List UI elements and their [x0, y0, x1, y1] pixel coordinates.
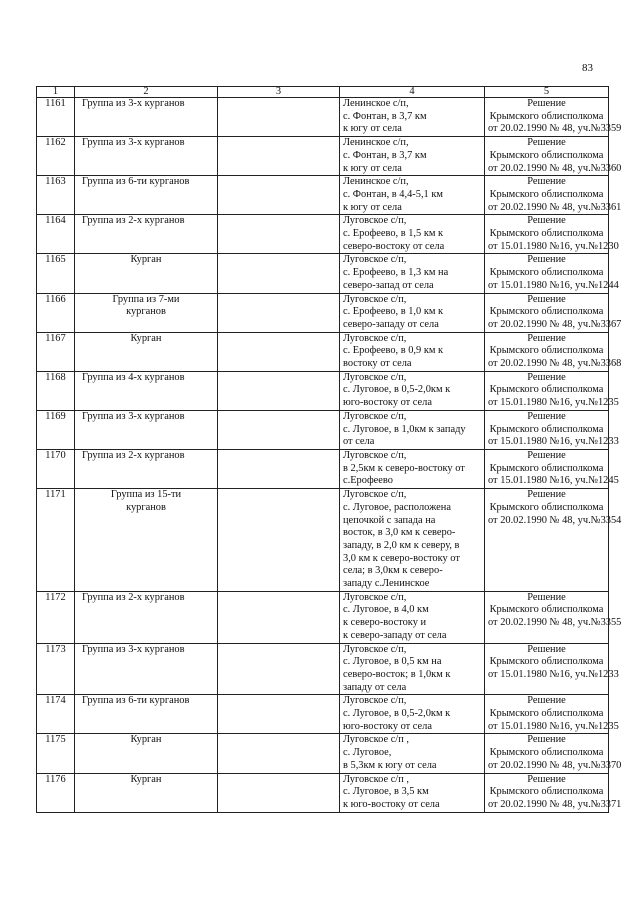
location-line: с. Луговое, в 1,0км к западу — [343, 423, 466, 435]
location — [340, 137, 485, 176]
row-number: 1167 — [37, 332, 75, 371]
monument-name-line: Курган — [130, 332, 162, 344]
monument-name — [75, 293, 218, 332]
document-line: от 20.02.1990 № 48, уч.№3368 — [488, 358, 622, 370]
monument-name — [75, 410, 218, 449]
location — [340, 489, 485, 592]
document-line: Решение — [527, 449, 566, 461]
location-line: с. Ерофеево, в 1,0 км к — [343, 306, 444, 318]
table-row — [37, 293, 609, 332]
location-line: к северо-западу от села — [343, 629, 447, 641]
monument-name-line: Группа из 3-х курганов — [82, 98, 185, 109]
table-row — [37, 332, 609, 371]
header-col-2: 2 — [75, 87, 218, 98]
protection-document — [485, 489, 622, 592]
document-line: Решение — [527, 332, 566, 344]
location — [340, 734, 485, 773]
row-number: 1163 — [37, 176, 75, 215]
empty-cell — [218, 371, 340, 410]
location-line: западу, в 2,0 км к северу, в — [343, 539, 460, 551]
protection-document — [485, 215, 619, 254]
protection-document — [485, 734, 622, 773]
document-line: от 20.02.1990 № 48, уч.№3360 — [488, 162, 622, 174]
protection-document — [485, 293, 622, 332]
location-line: юго-востоку от села — [343, 720, 432, 732]
location-line: с. Ерофеево, в 0,9 км к — [343, 345, 444, 357]
protection-document — [485, 254, 619, 293]
table-row — [37, 695, 609, 734]
location-line: в 5,3км к югу от села — [343, 759, 437, 771]
monument-name — [75, 332, 218, 371]
location-line: западу с.Ленинское — [343, 578, 430, 590]
monument-name-line: Курган — [130, 773, 162, 785]
location-line: Луговское с/п, — [343, 254, 407, 266]
document-line: Крымского облисполкома — [489, 747, 604, 759]
table-row — [37, 137, 609, 176]
location — [340, 215, 485, 254]
location — [340, 293, 485, 332]
document-line: Решение — [527, 215, 566, 227]
table-row — [37, 591, 609, 643]
location-line: с. Ерофеево, в 1,5 км к — [343, 228, 444, 240]
document-line: от 20.02.1990 № 48, уч.№3371 — [488, 798, 622, 810]
document-line: Крымского облисполкома — [489, 267, 604, 279]
document-line: Решение — [527, 489, 566, 501]
page-number: 83 — [582, 62, 593, 74]
document-line: Решение — [527, 254, 566, 266]
location-line: к югу от села — [343, 123, 402, 135]
document-line: Крымского облисполкома — [489, 188, 604, 200]
location-line: Луговское с/п, — [343, 410, 407, 422]
monument-name — [75, 98, 218, 137]
empty-cell — [218, 773, 340, 812]
document-line: Решение — [527, 695, 566, 707]
protection-document — [485, 371, 619, 410]
empty-cell — [218, 410, 340, 449]
location-line: Луговское с/п, — [343, 332, 407, 344]
empty-cell — [218, 215, 340, 254]
protection-document — [485, 410, 619, 449]
empty-cell — [218, 332, 340, 371]
location-line: к югу от села — [343, 201, 402, 213]
empty-cell — [218, 254, 340, 293]
document-line: Крымского облисполкома — [489, 384, 604, 396]
location-line: с. Луговое, в 0,5 км на — [343, 656, 442, 668]
monument-name — [75, 489, 218, 592]
document-line: Решение — [527, 643, 566, 655]
row-number: 1171 — [37, 489, 75, 592]
location-line: Луговское с/п, — [343, 695, 407, 707]
location-line: Ленинское с/п, — [343, 176, 409, 188]
location-line: Луговское с/п, — [343, 643, 407, 655]
monument-name — [75, 254, 218, 293]
empty-cell — [218, 98, 340, 137]
row-number: 1162 — [37, 137, 75, 176]
monument-name-line: Группа из 6-ти курганов — [82, 176, 190, 188]
empty-cell — [218, 137, 340, 176]
location-line: с. Ерофеево, в 1,3 км на — [343, 267, 449, 279]
document-line: Крымского облисполкома — [489, 306, 604, 318]
monument-name-line: Группа из 7-ми — [112, 293, 180, 305]
document-line: Решение — [527, 773, 566, 785]
location-line: 3,0 км к северо-востоку от — [343, 552, 460, 564]
row-number: 1173 — [37, 643, 75, 695]
header-col-3: 3 — [218, 87, 340, 98]
row-number: 1166 — [37, 293, 75, 332]
location-line: востоку от села — [343, 358, 412, 370]
document-line: Крымского облисполкома — [489, 656, 604, 668]
location — [340, 410, 485, 449]
table-row — [37, 773, 609, 812]
header-col-1: 1 — [37, 87, 75, 98]
monument-name — [75, 734, 218, 773]
location-line: Ленинское с/п, — [343, 98, 409, 109]
monument-name — [75, 773, 218, 812]
table-header-row — [37, 87, 609, 98]
table-row — [37, 734, 609, 773]
row-number: 1172 — [37, 591, 75, 643]
location — [340, 254, 485, 293]
location-line: к югу от села — [343, 162, 402, 174]
monument-name — [75, 176, 218, 215]
empty-cell — [218, 591, 340, 643]
empty-cell — [218, 695, 340, 734]
document-line: от 20.02.1990 № 48, уч.№3370 — [488, 759, 622, 771]
table-row — [37, 98, 609, 137]
location-line: северо-запад от села — [343, 279, 434, 291]
document-line: Крымского облисполкома — [489, 708, 604, 720]
location-line: села; в 3,0км к северо- — [343, 565, 443, 577]
monument-name — [75, 643, 218, 695]
document-line: Решение — [527, 371, 566, 383]
document-line: от 20.02.1990 № 48, уч.№3354 — [488, 514, 622, 526]
location-line: к юго-востоку от села — [343, 798, 440, 810]
table-row — [37, 215, 609, 254]
document-line: от 15.01.1980 №16, уч.№1235 — [488, 720, 619, 732]
document-line: Крымского облисполкома — [489, 228, 604, 240]
empty-cell — [218, 176, 340, 215]
document-line: Решение — [527, 734, 566, 746]
monument-name — [75, 695, 218, 734]
location-line: северо-западу от села — [343, 318, 439, 330]
document-line: от 15.01.1980 №16, уч.№1233 — [488, 436, 619, 448]
location-line: с. Луговое, в 3,5 км — [343, 786, 429, 798]
location-line: от села — [343, 436, 375, 448]
location-line: с. Луговое, в 0,5-2,0км к — [343, 384, 451, 396]
document-line: Решение — [527, 98, 566, 109]
document-line: от 15.01.1980 №16, уч.№1245 — [488, 475, 619, 487]
row-number: 1164 — [37, 215, 75, 254]
header-col-4: 4 — [340, 87, 485, 98]
location-line: с. Фонтан, в 3,7 км — [343, 110, 427, 122]
document-line: Решение — [527, 176, 566, 188]
table-row — [37, 254, 609, 293]
monument-name-line: Группа из 15-ти — [110, 489, 182, 501]
document-line: Крымского облисполкома — [489, 110, 604, 122]
document-line: от 15.01.1980 №16, уч.№1235 — [488, 397, 619, 409]
location — [340, 773, 485, 812]
document-line: Крымского облисполкома — [489, 149, 604, 161]
monument-name — [75, 137, 218, 176]
monument-name-line: Курган — [130, 734, 162, 746]
table-body — [37, 98, 622, 813]
monument-name — [75, 371, 218, 410]
protection-document — [485, 137, 622, 176]
protection-document — [485, 695, 619, 734]
table-row — [37, 371, 609, 410]
protection-document — [485, 449, 619, 488]
row-number: 1169 — [37, 410, 75, 449]
table-row — [37, 410, 609, 449]
location-line: Луговское с/п, — [343, 449, 407, 461]
table-row — [37, 643, 609, 695]
location — [340, 449, 485, 488]
document-line: Решение — [527, 591, 566, 603]
location-line: восток, в 3,0 км к северо- — [343, 527, 456, 539]
location-line: с. Луговое, в 4,0 км — [343, 604, 429, 616]
table-row — [37, 176, 609, 215]
document-line: от 15.01.1980 №16, уч.№1244 — [488, 279, 619, 291]
monument-name-line: курганов — [126, 306, 166, 318]
table-row — [37, 449, 609, 488]
document-line: Решение — [527, 410, 566, 422]
location-line: северо-востоку от села — [343, 240, 445, 252]
location — [340, 371, 485, 410]
empty-cell — [218, 643, 340, 695]
protection-document — [485, 176, 622, 215]
location-line: в 2,5км к северо-востоку от — [343, 462, 465, 474]
header-col-5: 5 — [485, 87, 609, 98]
protection-document — [485, 98, 622, 137]
document-line: от 20.02.1990 № 48, уч.№3359 — [488, 123, 622, 135]
monument-name-line: Группа из 2-х курганов — [82, 215, 185, 227]
monument-name-line: Группа из 3-х курганов — [82, 137, 185, 149]
document-line: Крымского облисполкома — [489, 501, 604, 513]
location-line: западу от села — [343, 681, 407, 693]
row-number: 1175 — [37, 734, 75, 773]
empty-cell — [218, 734, 340, 773]
document-line: Крымского облисполкома — [489, 423, 604, 435]
row-number: 1168 — [37, 371, 75, 410]
location — [340, 643, 485, 695]
monuments-registry-table — [36, 86, 622, 813]
monument-name-line: Курган — [130, 254, 162, 266]
location-line: с.Ерофеево — [343, 475, 393, 487]
location-line: юго-востоку от села — [343, 397, 432, 409]
row-number: 1174 — [37, 695, 75, 734]
document-line: Крымского облисполкома — [489, 786, 604, 798]
location-line: Луговское с/п, — [343, 489, 407, 501]
location — [340, 332, 485, 371]
monument-name-line: Группа из 3-х курганов — [82, 643, 185, 655]
row-number: 1176 — [37, 773, 75, 812]
location-line: с. Луговое, расположена — [343, 501, 451, 513]
row-number: 1161 — [37, 98, 75, 137]
protection-document — [485, 332, 622, 371]
protection-document — [485, 591, 622, 643]
document-line: от 15.01.1980 №16, уч.№1233 — [488, 668, 619, 680]
document-line: Решение — [527, 293, 566, 305]
monument-name-line: курганов — [126, 501, 166, 513]
location-line: Луговское с/п, — [343, 591, 407, 603]
location-line: к северо-востоку и — [343, 617, 427, 629]
location-line: Луговское с/п , — [343, 734, 409, 746]
protection-document — [485, 643, 619, 695]
table-row — [37, 489, 609, 592]
monument-name — [75, 449, 218, 488]
location-line: цепочкой с запада на — [343, 514, 436, 526]
location — [340, 695, 485, 734]
monument-name — [75, 591, 218, 643]
document-line: от 20.02.1990 № 48, уч.№3361 — [488, 201, 622, 213]
location-line: Луговское с/п, — [343, 293, 407, 305]
location-line: северо-восток; в 1,0км к — [343, 668, 451, 680]
document-line: от 15.01.1980 №16, уч.№1230 — [488, 240, 619, 252]
document-line: Крымского облисполкома — [489, 345, 604, 357]
protection-document — [485, 773, 622, 812]
empty-cell — [218, 293, 340, 332]
monument-name-line: Группа из 2-х курганов — [82, 449, 185, 461]
monument-name-line: Группа из 3-х курганов — [82, 410, 185, 422]
monument-name — [75, 215, 218, 254]
monument-name-line: Группа из 6-ти курганов — [82, 695, 190, 707]
row-number: 1170 — [37, 449, 75, 488]
document-line: Крымского облисполкома — [489, 462, 604, 474]
monument-name-line: Группа из 2-х курганов — [82, 591, 185, 603]
location-line: с. Луговое, — [343, 747, 392, 759]
document-line: Решение — [527, 137, 566, 149]
location-line: Луговское с/п, — [343, 371, 407, 383]
location-line: Ленинское с/п, — [343, 137, 409, 149]
location-line: с. Фонтан, в 3,7 км — [343, 149, 427, 161]
location-line: Луговское с/п, — [343, 215, 407, 227]
location — [340, 176, 485, 215]
location-line: с. Фонтан, в 4,4-5,1 км — [343, 188, 443, 200]
location-line: Луговское с/п , — [343, 773, 409, 785]
location — [340, 591, 485, 643]
monument-name-line: Группа из 4-х курганов — [82, 371, 185, 383]
row-number: 1165 — [37, 254, 75, 293]
document-line: от 20.02.1990 № 48, уч.№3367 — [488, 318, 622, 330]
document-line: от 20.02.1990 № 48, уч.№3355 — [488, 617, 622, 629]
empty-cell — [218, 449, 340, 488]
empty-cell — [218, 489, 340, 592]
document-line: Крымского облисполкома — [489, 604, 604, 616]
location — [340, 98, 485, 137]
location-line: с. Луговое, в 0,5-2,0км к — [343, 708, 451, 720]
